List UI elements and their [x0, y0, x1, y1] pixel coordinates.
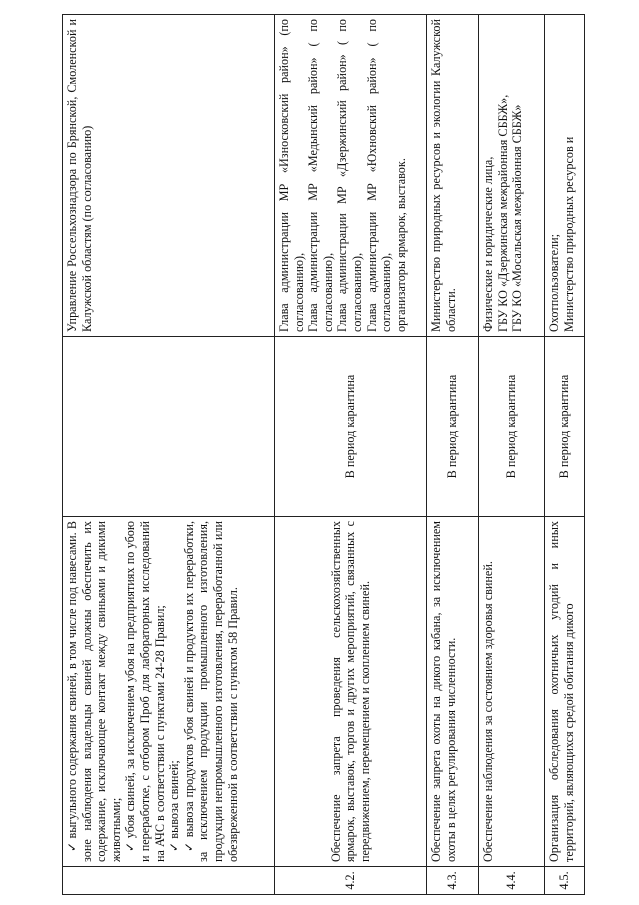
responsible-line: ГБУ КО «Дзержинская межрайонная СББЖ», [495, 94, 510, 332]
period-cell: В период карантина [545, 337, 585, 517]
responsible-line: Министерство природных ресурсов и [561, 136, 576, 332]
table-row [427, 15, 479, 895]
responsible-cell [427, 15, 479, 337]
measure-text: Обеспечение наблюдения за состоянием здоровья свиней. [481, 561, 495, 862]
responsible-cell [275, 15, 427, 337]
list-item: ✓ вывоза свиней; [167, 760, 182, 852]
measure-cell [545, 517, 585, 867]
responsible-line: ГБУ КО «Мосальская межрайонная СББЖ» [510, 104, 525, 332]
row-number: 4.5. [545, 867, 585, 895]
row-number: 4.4. [479, 867, 545, 895]
row-number: 4.3. [427, 867, 479, 895]
responsible-line: Глава администрации МР «Износковский район» (по согласованию), [277, 19, 306, 332]
table-row [63, 15, 275, 895]
responsible-cell [545, 15, 585, 337]
responsible-line: Глава администрации МР «Дзержинский район» ( по согласованию), [335, 19, 364, 332]
table-row [479, 15, 545, 895]
period-cell: В период карантина [275, 337, 427, 517]
responsible-cell [479, 15, 545, 337]
measure-text: Обеспечение запрета охоты на дикого кабана, за исключением охоты в целях регулирования численности. [429, 521, 458, 862]
rotated-table-container [62, 15, 592, 895]
period-cell-empty [63, 337, 275, 517]
measure-cell [63, 517, 275, 867]
list-item: ✓ вывоза продуктов убоя свиней и продуктов их переработки, за исключением продукции промышленного изготовления, продукции непромышленного изготовления, переработанной или обезвреженной в соответствии с пунктом 58 Правил. [181, 521, 240, 862]
responsible-text: Управление Россельхознадзора по Брянской, Смоленской и Калужской областям (по согласованию) [65, 19, 94, 332]
responsible-line: Министерство природных ресурсов и экологии Калужской области. [429, 19, 458, 332]
responsible-line: Глава администрации МР «Медынский район» ( по согласованию), [306, 19, 335, 332]
responsible-line: организаторы ярмарок, выставок. [393, 158, 408, 332]
period-cell: В период карантина [427, 337, 479, 517]
table-row [545, 15, 585, 895]
responsible-line: Охотпользователи; [547, 233, 561, 332]
measure-cell [479, 517, 545, 867]
measure-cell [275, 517, 427, 867]
row-number-empty [63, 867, 275, 895]
measure-text: Организация обследования охотничьих угодий и иных территорий, являющихся средой обитания дикого [547, 521, 576, 862]
measures-table [62, 14, 585, 895]
responsible-cell [63, 15, 275, 337]
responsible-line: Физические и юридические лица, [481, 156, 495, 332]
list-item: ✓ убоя свиней, за исключением убоя на предприятиях по убою и переработке, с отбором Проб для лабораторных исследований на АЧС в соответствии с пунктами 24-28 Правил; [123, 521, 167, 862]
measure-cell [427, 517, 479, 867]
responsible-line: Глава администрации МР «Юхновский район» ( по согласованию), [364, 19, 394, 332]
row-number: 4.2. [275, 867, 427, 895]
period-cell: В период карантина [479, 337, 545, 517]
list-item: ✓ выгульного содержания свиней, в том числе под навесами. В зоне наблюдения владельцы свиней должны обеспечить их содержание, исключающее контакт между свиньями и дикими животными; [65, 521, 123, 862]
measure-text: Обеспечение запрета проведения сельскохозяйственных ярмарок, выставок, торгов и других мероприятий, связанных с передвижением, перемещением и скоплением свиней. [328, 521, 372, 862]
table-row [275, 15, 427, 895]
